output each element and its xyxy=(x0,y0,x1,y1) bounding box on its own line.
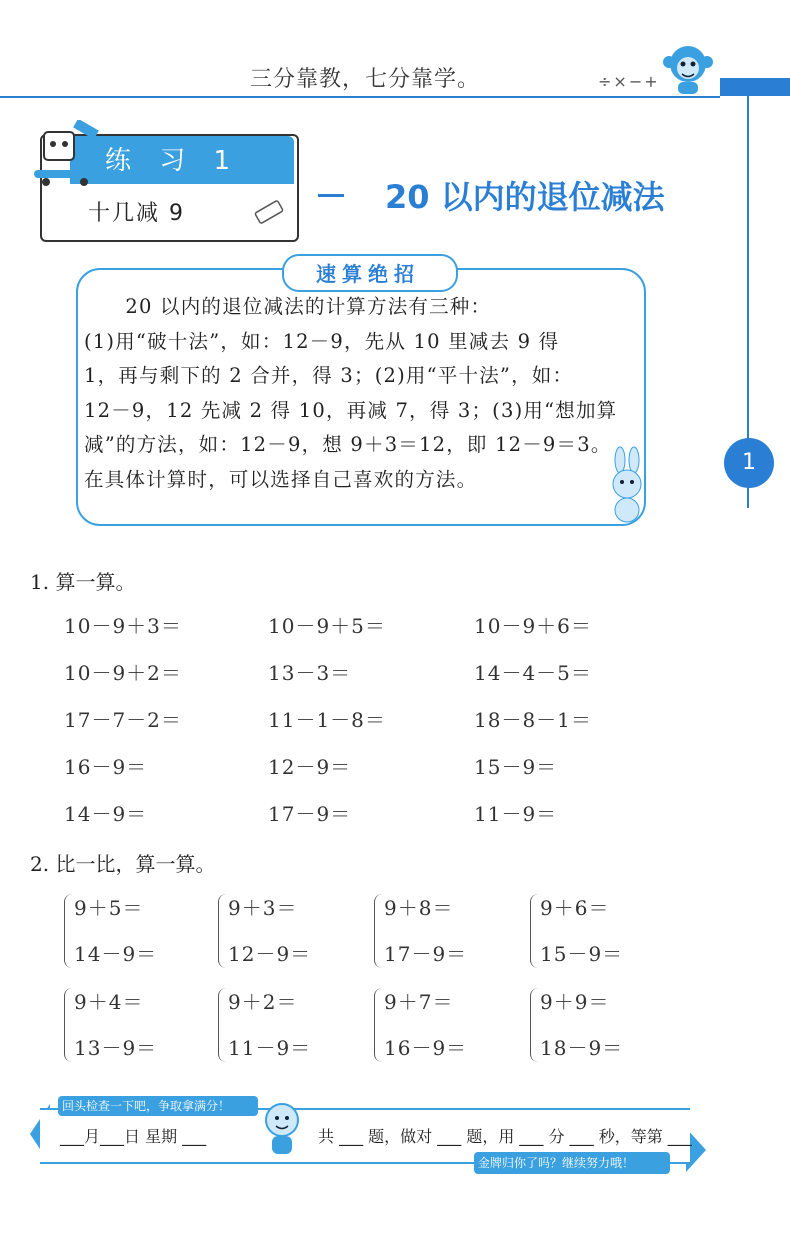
monkey-mascot-icon xyxy=(656,40,720,96)
pair-bottom: 13－9＝ xyxy=(74,1036,158,1060)
robot-mascot-icon xyxy=(26,120,110,188)
question-1-title: 1. 算一算。 xyxy=(30,570,136,594)
pair-top: 9＋8＝ xyxy=(384,896,454,920)
chapter-title: 20 以内的退位减法 xyxy=(385,178,665,216)
exercise-item: 14－9＝ xyxy=(64,802,148,826)
tips-line: 1，再与剩下的 2 合并，得 3；(2)用“平十法”，如： xyxy=(84,364,574,387)
exercise-item: 16－9＝ xyxy=(64,755,148,779)
math-ops-decoration: ÷×−+ xyxy=(598,72,660,91)
tips-line: (1)用“破十法”，如：12－9，先从 10 里减去 9 得 xyxy=(84,329,560,353)
pair-top: 9＋7＝ xyxy=(384,990,454,1014)
pair-top: 9＋5＝ xyxy=(74,896,144,920)
question-2-title: 2. 比一比，算一算。 xyxy=(30,852,216,876)
exercise-item: 12－9＝ xyxy=(268,755,352,779)
tips-title: 速算绝招 xyxy=(316,262,420,286)
exercise-item: 13－3＝ xyxy=(268,661,352,685)
pair-bottom: 17－9＝ xyxy=(384,942,468,966)
stats-line: 共 ___ 题，做对 ___ 题，用 ___ 分 ___ 秒，等第 ___ xyxy=(318,1127,692,1146)
pair-bottom: 12－9＝ xyxy=(228,942,312,966)
exercise-item: 10－9＋2＝ xyxy=(64,661,182,685)
pair-bottom: 15－9＝ xyxy=(540,942,624,966)
pair-top: 9＋6＝ xyxy=(540,896,610,920)
page-number: 1 xyxy=(724,438,774,488)
header-motto: 三分靠教，七分靠学。 xyxy=(250,67,481,92)
tips-line: 减”的方法，如：12－9，想 9＋3＝12，即 12－9＝3。 xyxy=(84,433,612,456)
lesson-title: 练 习 1 xyxy=(105,146,241,176)
pair-top: 9＋9＝ xyxy=(540,990,610,1014)
pair-bottom: 16－9＝ xyxy=(384,1036,468,1060)
tips-text xyxy=(84,290,634,497)
bunny-mascot-icon xyxy=(600,446,654,526)
exercise-item: 18－8－1＝ xyxy=(474,708,592,732)
pair-bottom: 11－9＝ xyxy=(228,1036,312,1060)
check-tag-text: 回头检查一下吧，争取拿满分！ xyxy=(62,1099,231,1113)
pair-bottom: 14－9＝ xyxy=(74,942,158,966)
pair-bottom: 18－9＝ xyxy=(540,1036,624,1060)
exercise-item: 17－7－2＝ xyxy=(64,708,182,732)
exercise-item: 14－4－5＝ xyxy=(474,661,592,685)
header-tab xyxy=(720,78,790,96)
exercise-item: 10－9＋6＝ xyxy=(474,614,592,638)
pair-top: 9＋3＝ xyxy=(228,896,298,920)
exercise-item: 11－9＝ xyxy=(474,802,558,826)
side-rule-lower xyxy=(747,488,749,508)
pair-top: 9＋2＝ xyxy=(228,990,298,1014)
title-dash xyxy=(318,194,344,197)
date-line: ___月___日 星期 ___ xyxy=(60,1127,207,1146)
exercise-item: 10－9＋3＝ xyxy=(64,614,182,638)
tips-line: 20 以内的退位减法的计算方法有三种： xyxy=(84,295,492,318)
exercise-item: 15－9＝ xyxy=(474,755,558,779)
header-rule xyxy=(0,96,720,98)
exercise-item: 17－9＝ xyxy=(268,802,352,826)
exercise-item: 10－9＋5＝ xyxy=(268,614,386,638)
pencil-eraser-icon xyxy=(250,196,290,232)
tips-line: 12－9，12 先减 2 得 10，再减 7，得 3；(3)用“想加算 xyxy=(84,398,618,422)
lesson-subtitle: 十几减 9 xyxy=(88,201,185,226)
tips-line: 在具体计算时，可以选择自己喜欢的方法。 xyxy=(84,467,478,491)
pair-top: 9＋4＝ xyxy=(74,990,144,1014)
medal-tag-text: 金牌归你了吗？继续努力哦！ xyxy=(478,1156,635,1170)
side-rule xyxy=(747,96,749,446)
kid-mascot-icon xyxy=(252,1096,312,1160)
exercise-item: 11－1－8＝ xyxy=(268,708,386,732)
